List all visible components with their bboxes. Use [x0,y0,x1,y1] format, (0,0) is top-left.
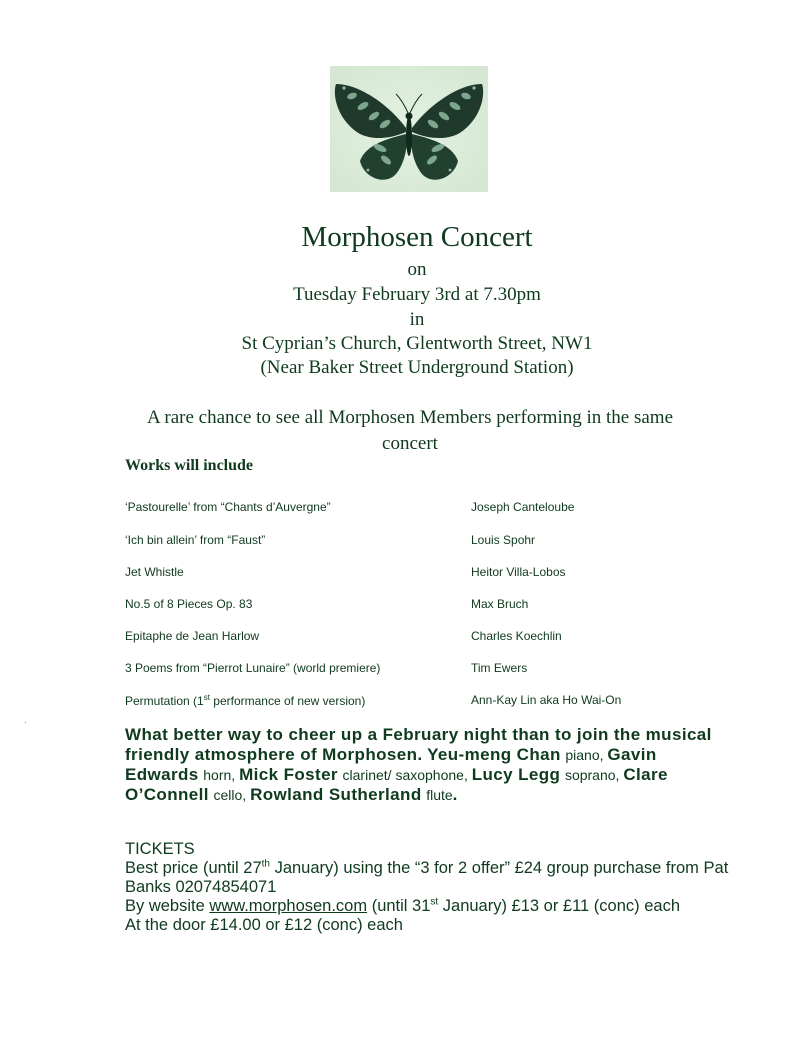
work-row [125,661,685,681]
work-composer: Tim Ewers [471,661,528,675]
tickets-door: At the door £14.00 or £12 (conc) each [125,916,403,934]
best-price-post: January) using the “3 for 2 offer” £24 group purchase from Pat Banks 02074854071 [125,859,729,896]
work-row [125,693,685,713]
work-title-post: performance of new version) [209,694,366,708]
work-title: ‘Ich bin allein’ from “Faust” [125,533,266,547]
on-text: on [407,259,427,280]
tickets-heading: TICKETS [125,840,195,858]
works-heading: Works will include [125,457,254,474]
performer-name: Yeu-meng Chan [427,745,561,764]
butterfly-image [330,66,488,192]
performer-sep: . [452,785,458,804]
website-link[interactable]: www.morphosen.com [209,897,368,915]
work-composer: Max Bruch [471,597,529,611]
work-composer: Joseph Canteloube [471,500,575,514]
butterfly-icon [330,66,488,192]
work-row [125,565,685,585]
performer-name: Clare O’Connell [125,765,668,804]
work-title-sup: st [203,693,210,702]
performer-name: Gavin Edwards [125,745,657,784]
work-title: Epitaphe de Jean Harlow [125,629,260,643]
performer-sep: , [242,787,251,803]
work-composer: Louis Spohr [471,533,536,547]
concert-title: Morphosen Concert [301,221,533,253]
concert-date: Tuesday February 3rd at 7.30pm [293,284,541,305]
performer-sep: , [463,767,472,783]
promo-paragraph [125,725,725,805]
work-row [125,597,685,617]
performer-name: Rowland Sutherland [250,785,422,804]
website-pre: By website [125,897,210,915]
tickets-best-price [125,859,745,897]
performer-sep: , [231,767,240,783]
work-title-pre: Permutation (1 [125,694,204,708]
work-title: ‘Pastourelle’ from “Chants d’Auvergne” [125,500,331,514]
work-title: No.5 of 8 Pieces Op. 83 [125,597,253,611]
tickets-website [125,897,745,916]
performer-instrument: soprano [564,767,616,783]
in-text: in [409,309,425,330]
performer-instrument: horn [203,767,232,783]
performer-name: Mick Foster [239,765,338,784]
performer-sep: , [615,767,624,783]
work-row [125,629,685,649]
rare-chance-text: A rare chance to see all Morphosen Members performing in the same concert [146,407,674,454]
tickets-section [125,840,745,935]
work-title: Jet Whistle [125,565,184,579]
stray-mark [25,722,26,723]
promo-intro: What better way to cheer up a February night than to join the musical friendly atmosphere of Morphosen. [125,725,712,764]
work-composer: Heitor Villa-Lobos [471,565,566,579]
performer-instrument: cello [213,787,243,803]
performer-sep: , [599,747,608,763]
work-composer: Charles Koechlin [471,629,562,643]
work-composer: Ann-Kay Lin aka Ho Wai-On [471,693,622,707]
performer-instrument: piano [565,747,600,763]
work-title: 3 Poems from “Pierrot Lunaire” (world premiere) [125,661,381,675]
website-post: January) £13 or £11 (conc) each [438,897,681,915]
website-mid: (until 31 [367,897,431,915]
best-price-sup: th [261,858,270,870]
venue-directions: (Near Baker Street Underground Station) [260,357,574,378]
work-title [125,693,365,708]
concert-venue: St Cyprian’s Church, Glentworth Street, NW1 [241,333,593,354]
work-row [125,500,685,520]
work-row [125,533,685,553]
best-price-pre: Best price (until 27 [125,859,262,877]
performer-name: Lucy Legg [471,765,561,784]
website-sup: st [430,896,439,908]
performer-instrument: flute [426,787,453,803]
performer-instrument: clarinet/ saxophone [342,767,464,783]
